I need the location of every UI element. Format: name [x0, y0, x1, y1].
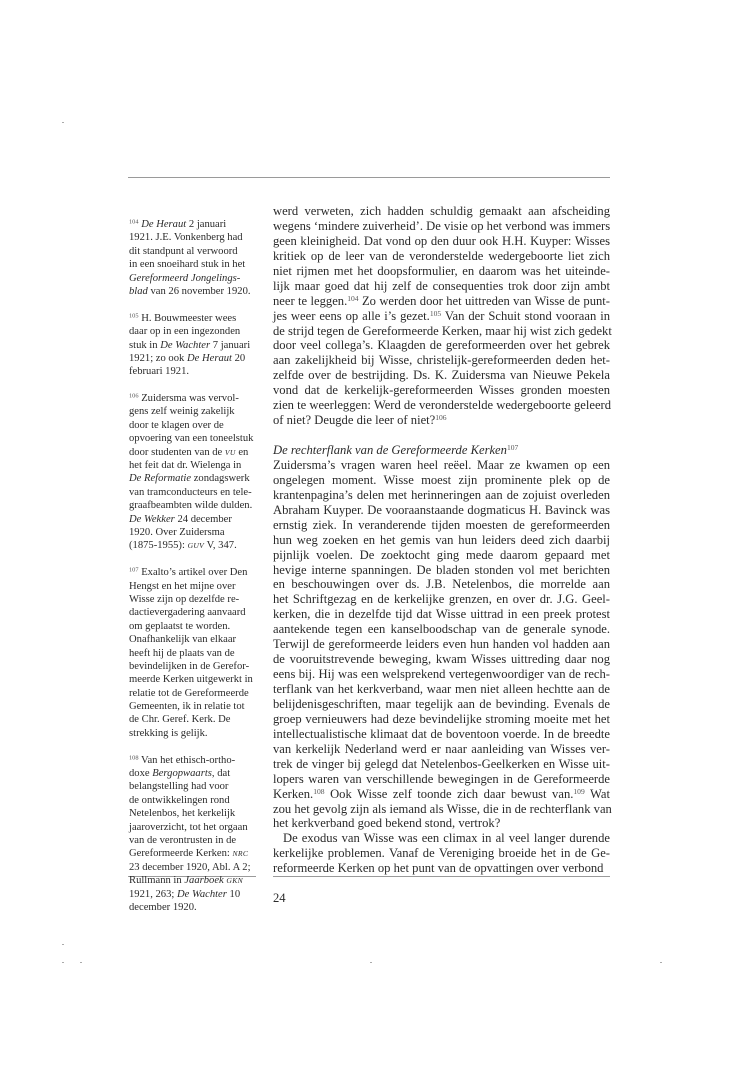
text-segment: strekking is gelijk.: [129, 727, 208, 739]
text-line: [273, 309, 610, 324]
text-line: [273, 846, 610, 861]
text-line: [273, 831, 610, 846]
footnote-line: [129, 687, 269, 700]
footnote-line: [129, 352, 269, 365]
text-segment: 1921; zo ook: [129, 352, 187, 364]
footnote-line: [129, 218, 269, 231]
footnote-line: [129, 392, 269, 405]
text-segment: Wisse zijn op dezelfde re-: [129, 593, 240, 605]
text-line: [273, 607, 610, 622]
text-segment: De Heraut: [186, 352, 232, 364]
text-segment: februari 1921.: [129, 366, 190, 378]
text-line: [273, 219, 610, 234]
footnote-line: [129, 660, 269, 673]
text-segment: De Wachter: [176, 888, 227, 900]
text-line: [273, 637, 610, 652]
footnote-line: [129, 834, 269, 847]
text-segment: Zuidersma’s vragen waren heel reëel. Maar ze kwamen op een: [273, 457, 610, 472]
text-segment: Van der Schuit stond vooraan in: [441, 308, 610, 323]
footnote-line: [129, 231, 269, 244]
text-segment: , dat: [211, 768, 231, 780]
text-segment: groep vernieuwers had deze bevindelijke stroming moeite met het: [273, 711, 610, 726]
text-segment: niet rijmen met het doopsformulier, en daarom was het uiteinde-: [273, 263, 610, 278]
footnote-line: [129, 245, 269, 258]
scan-speck: [370, 962, 372, 963]
text-segment: Bergopwaarts: [152, 768, 212, 780]
text-segment: ongelegen moment. Wisse moest zijn prominente plek op de: [273, 472, 610, 487]
footnote-marker: 104: [347, 293, 359, 303]
text-segment: wegens ‘mindere zuiverheid’. De visie op het verbond was immers: [273, 218, 611, 233]
text-segment: intellectualistische klimaat dat de boventoon voerde. In de breedte: [273, 726, 610, 741]
text-segment: om geplaatst te worden.: [129, 620, 231, 632]
footnote-marker: 106: [435, 412, 447, 422]
text-segment: zien te weerleggen: Werd de veronderstelde wedergeboorte geleerd: [273, 398, 612, 413]
text-line: [273, 548, 610, 563]
text-segment: Netelenbos, het kerkelijk: [129, 808, 236, 820]
text-segment: jaaroverzicht, tot het orgaan: [129, 821, 248, 833]
text-segment: Zo werden door het uittreden van Wisse de punt-: [358, 293, 610, 308]
footnote-line: [129, 874, 269, 887]
footnote-marker: 107: [506, 442, 519, 452]
text-segment: aantekende tegen een kanselboodschap van de generale synode.: [273, 622, 610, 637]
scan-speck: [62, 944, 64, 945]
text-segment: dit standpunt al verwoord: [129, 245, 238, 257]
text-segment: belijdenisgeschriften, maar tegelijk aan de bevinding. Evenals de: [273, 696, 610, 711]
text-segment: stuk in: [129, 339, 161, 351]
text-line: [273, 518, 610, 533]
text-segment: gens zelf weinig zakelijk: [129, 406, 235, 418]
footnote-line: [129, 606, 269, 619]
scan-speck: [80, 962, 82, 963]
text-segment: 2 januari: [186, 219, 227, 230]
text-segment: trek de vinger bij gelegd dat Netelenbos-Geelkerken en Wisse uit-: [273, 756, 610, 771]
text-segment: en: [235, 446, 249, 458]
text-segment: De exodus van Wisse was een climax in al veel langer durende: [283, 831, 610, 846]
footnote-line: [129, 620, 269, 633]
main-text-column: [273, 204, 610, 876]
section-heading: [273, 443, 610, 458]
text-segment: ernstig ziek. In veranderende tijden moesten de gereformeerden: [273, 517, 610, 532]
text-segment: Van het ethisch-ortho-: [138, 754, 236, 766]
footnote-marker: 105: [429, 308, 442, 318]
text-segment: vond dat de kerkelijk-gereformeerden Wisses gronden moesten: [273, 383, 610, 398]
footnote-line: [129, 700, 269, 713]
footnote-line: [129, 513, 269, 526]
text-segment: belangstelling had voor: [129, 781, 229, 793]
text-line: [273, 727, 610, 742]
text-line: [273, 816, 610, 831]
text-segment: Jaarboek: [184, 875, 224, 887]
text-segment: terflank van het kerkverband, waar men niet alleen hechtte aan de: [273, 682, 610, 696]
text-segment: december 1920.: [129, 901, 197, 913]
footnote-marker: 107: [129, 566, 139, 574]
text-segment: en beschouwingen over ds. J.B. Netelenbos, die morrelde aan: [273, 577, 610, 592]
text-line: [273, 622, 610, 637]
footnote-line: [129, 633, 269, 646]
footnote-line: [129, 593, 269, 606]
text-segment: Kerken.: [273, 786, 314, 801]
text-segment: blad: [129, 285, 148, 297]
text-segment: Gereformeerd Jongelings-: [129, 272, 241, 284]
text-segment: Rullmann in: [129, 875, 185, 887]
text-line: [273, 324, 610, 339]
text-segment: GKN: [226, 876, 243, 886]
text-segment: van 26 november 1920.: [147, 285, 251, 297]
footnote-line: [129, 405, 269, 418]
text-segment: van tramconducteurs en tele-: [129, 486, 252, 498]
text-segment: Ook Wisse zelf toonde zich daar bewust van.: [324, 786, 574, 801]
text-segment: 1921, 263;: [129, 888, 177, 900]
text-line: [273, 383, 610, 398]
text-segment: daar op in een ingezonden: [129, 326, 241, 338]
text-segment: lijk maar goed dat hij zelf de consequenties trok door zijn ambt: [273, 278, 610, 293]
text-line: [273, 533, 610, 548]
footnote-line: [129, 566, 269, 579]
text-segment: Hengst en het mijne over: [129, 580, 236, 592]
text-segment: kritiek op de leer van de veronderstelde wedergeboorte liet zich: [273, 248, 610, 263]
text-segment: geen kleinigheid. Dat vond op den duur ook H.H. Kuyper: Wisses: [273, 233, 610, 248]
text-line: [273, 787, 610, 802]
footnote-line: [129, 794, 269, 807]
text-line: [273, 577, 610, 592]
blank-line: [129, 740, 269, 753]
footnote-line: [129, 713, 269, 726]
text-line: [273, 652, 610, 667]
text-segment: V, 347.: [204, 540, 237, 552]
text-segment: zou het gevolg zijn als iemand als Wisse, die in de rechterflank van: [273, 801, 612, 816]
text-segment: VU: [224, 447, 236, 457]
text-segment: 7 januari: [210, 339, 251, 351]
text-line: [273, 757, 610, 772]
footnote-line: [129, 780, 269, 793]
text-line: [273, 742, 610, 757]
footnote-line: [129, 901, 269, 914]
footnote-line: [129, 312, 269, 325]
text-segment: 23 december 1920, Abl. A 2;: [129, 861, 251, 873]
text-line: [273, 682, 610, 697]
text-segment: reformeerde Kerken op het punt van de opvattingen over verbond: [273, 861, 604, 876]
scan-speck: [660, 962, 662, 963]
text-segment: Terwijl de gereformeerde leiders even hun handen vol hadden aan: [273, 637, 610, 652]
text-segment: door te klagen over de: [129, 419, 224, 431]
blank-line: [273, 428, 610, 443]
blank-line: [129, 298, 269, 311]
footnote-line: [129, 727, 269, 740]
text-segment: de Chr. Geref. Kerk. De: [129, 714, 231, 726]
text-segment: opvoering van een toneelstuk: [129, 433, 254, 445]
text-segment: De Wachter: [160, 339, 211, 351]
text-segment: in een snoeihard stuk in het: [129, 259, 246, 271]
text-line: [273, 264, 610, 279]
footnote-line: [129, 325, 269, 338]
footnote-line: [129, 767, 269, 780]
text-line: [273, 503, 610, 518]
footnote-marker: 106: [129, 392, 139, 400]
footnote-line: [129, 847, 269, 860]
footnote-line: [129, 647, 269, 660]
text-line: [273, 294, 610, 309]
text-segment: Exalto’s artikel over Den: [138, 567, 248, 579]
footnote-line: [129, 446, 269, 459]
text-line: [273, 398, 610, 413]
text-segment: lopers waren van verschillende bewegingen in de Gereformeerde: [273, 771, 610, 786]
text-segment: zondagswerk: [191, 473, 250, 485]
text-segment: 24 december: [174, 513, 232, 525]
footnote-line: [129, 472, 269, 485]
footnote-marker: 108: [313, 786, 325, 796]
text-segment: Zuidersma was vervol-: [138, 393, 239, 405]
footnote-line: [129, 539, 269, 552]
text-segment: NRC: [232, 849, 249, 859]
text-segment: De rechterflank van de Gereformeerde Kerken: [273, 443, 507, 457]
text-segment: het Schriftgezag en de kerkelijke grenzen, en over dr. J.G. Geel-: [273, 592, 610, 607]
footnote-line: [129, 807, 269, 820]
text-segment: Gereformeerde Kerken:: [129, 848, 233, 860]
scan-speck: [62, 122, 64, 123]
text-segment: werd verweten, zich hadden schuldig gemaakt aan afscheiding: [273, 204, 610, 218]
footnote-line: [129, 365, 269, 378]
footnote-line: [129, 861, 269, 874]
text-segment: van kerkelijk Nederland werd er naar aanleiding van Wisses ver-: [273, 741, 610, 756]
text-line: [273, 353, 610, 368]
text-segment: doxe: [129, 768, 153, 780]
text-line: [273, 234, 610, 249]
footnote-line: [129, 754, 269, 767]
text-segment: kerkelijke problemen. Vanaf de Vereniging broeide het in de Ge-: [273, 846, 610, 861]
footnote-line: [129, 499, 269, 512]
text-segment: De Heraut: [141, 219, 187, 230]
footnote-line: [129, 673, 269, 686]
text-line: [273, 279, 610, 294]
footnote-marker: 105: [129, 312, 139, 320]
text-segment: eens bij. Hij was een welsprekend vertegenwoordiger van de rech-: [273, 667, 610, 682]
text-segment: De Wekker: [129, 513, 175, 525]
text-segment: Gemeenten, ik in relatie tot: [129, 701, 245, 713]
blank-line: [129, 379, 269, 392]
footnote-line: [129, 339, 269, 352]
footnote-line: [129, 258, 269, 271]
footnotes-column: [129, 218, 269, 914]
footnote-line: [129, 888, 269, 901]
text-line: [273, 473, 610, 488]
text-line: [273, 712, 610, 727]
page-number: 24: [273, 891, 286, 905]
text-segment: (1875-1955):: [129, 540, 188, 552]
text-segment: krantenpagina’s delen met herinneringen aan de zojuist overleden: [273, 487, 610, 502]
text-segment: of niet? Deugde die leer of niet?: [273, 413, 436, 428]
text-segment: H. Bouwmeester wees: [138, 312, 237, 324]
text-segment: door studenten van de: [129, 446, 225, 458]
text-segment: Abraham Kuyper. De vooraanstaande dogmaticus H. Bavinck was: [273, 502, 610, 517]
footnote-line: [129, 486, 269, 499]
text-segment: neer te leggen.: [273, 293, 348, 308]
scan-speck: [62, 962, 64, 963]
text-segment: Wat: [584, 786, 610, 801]
footnote-line: [129, 459, 269, 472]
blank-line: [129, 553, 269, 566]
text-segment: de ontwikkelingen rond: [129, 794, 230, 806]
text-segment: 1920. Over Zuidersma: [129, 526, 225, 538]
footnote-line: [129, 580, 269, 593]
text-line: [273, 338, 610, 353]
text-segment: 1921. J.E. Vonkenberg had: [129, 232, 243, 244]
text-segment: kerken, die in dezelfde tijd dat Wisse uittrad in een preek protest: [273, 607, 610, 622]
text-segment: hun weg zoeken en het gemis van hun leiders deed zich daarbij: [273, 532, 610, 547]
text-segment: jes weer eens op alle i’s gezet.: [273, 308, 430, 323]
text-segment: de vooruitstrevende beweging, kwam Wisses uittreding daar nog: [273, 652, 610, 667]
text-segment: het feit dat dr. Wielenga in: [129, 460, 242, 472]
text-line: [273, 697, 610, 712]
text-segment: relatie tot de Gereformeerde: [129, 687, 249, 699]
text-line: [273, 861, 610, 876]
text-line: [273, 204, 610, 219]
footnote-line: [129, 821, 269, 834]
text-segment: door veel collega’s. Klaagden de gereformeerden over het gebrek: [273, 338, 610, 353]
text-segment: heeft hij de plaats van de: [129, 647, 235, 659]
text-line: [273, 563, 610, 578]
text-segment: pijnlijk voelen. De zoektocht ging mede daarom gepaard met: [273, 547, 610, 562]
text-segment: 20: [231, 352, 246, 364]
footnote-marker: 104: [129, 218, 139, 226]
text-segment: 10: [226, 888, 241, 900]
footnote-line: [129, 419, 269, 432]
text-segment: van de verontrusten in de: [129, 834, 237, 846]
text-segment: de strijd tegen de Gereformeerde Kerken, maar hij wist zich gedekt: [273, 323, 612, 338]
text-line: [273, 802, 610, 817]
text-line: [273, 413, 610, 428]
footnote-marker: 108: [129, 754, 139, 762]
text-line: [273, 772, 610, 787]
text-segment: dactievergadering aanvaard: [129, 607, 246, 619]
text-segment: aan zakelijkheid bij Wisse, christelijk-gereformeerden deden het-: [273, 353, 610, 368]
text-segment: zelfde over de bestrijding. Ds. K. Zuidersma van Nieuwe Pekela: [273, 368, 610, 383]
footnote-line: [129, 432, 269, 445]
footnote-line: [129, 285, 269, 298]
text-segment: De Reformatie: [129, 473, 192, 485]
text-line: [273, 488, 610, 503]
footnote-line: [129, 526, 269, 539]
text-segment: het kerkverband goed bekend stond, vertrok?: [273, 816, 501, 831]
text-line: [273, 667, 610, 682]
text-line: [273, 592, 610, 607]
text-line: [273, 368, 610, 383]
text-segment: hevige interne spanningen. De bladen stonden vol met berichten: [273, 562, 610, 577]
footnote-line: [129, 272, 269, 285]
text-segment: meerde Kerken uitgewerkt in: [129, 674, 253, 686]
text-line: [273, 458, 610, 473]
text-segment: graafbeambten wilde dulden.: [129, 500, 253, 512]
text-line: [273, 249, 610, 264]
footnote-marker: 109: [573, 786, 585, 796]
text-segment: GUV: [187, 541, 205, 551]
text-segment: Onafhankelijk van elkaar: [129, 634, 237, 646]
text-segment: bevindelijken in de Gerefor-: [129, 660, 250, 672]
top-rule: [128, 177, 610, 178]
